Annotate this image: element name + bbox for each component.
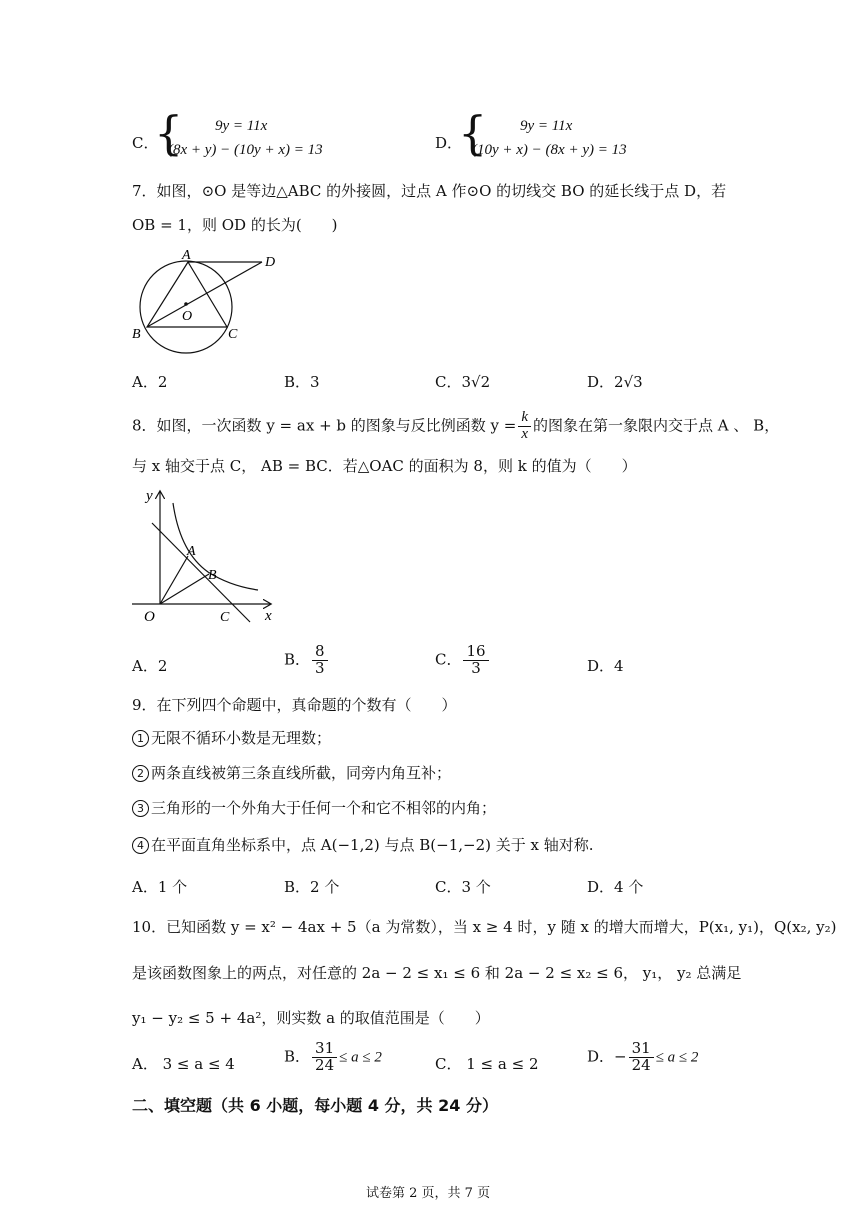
minus-sign: − bbox=[614, 1047, 627, 1066]
page-footer: 试卷第 2 页，共 7 页 bbox=[366, 1186, 491, 1201]
q9-item-4 bbox=[132, 834, 594, 855]
q6-option-c-eq1: 9y = 11x bbox=[215, 118, 268, 134]
frac-denominator: 3 bbox=[315, 658, 325, 677]
q7-option-a: A．2 bbox=[132, 373, 168, 391]
label-o: O bbox=[144, 609, 155, 625]
frac-numerator: 8 bbox=[312, 644, 328, 661]
q8-frac-k-over-x bbox=[518, 410, 531, 443]
q7-option-b: B．3 bbox=[284, 373, 320, 391]
q8-option-b bbox=[284, 644, 330, 677]
circle-symbol-icon: ⊙ bbox=[201, 182, 215, 200]
item-text: 两条直线被第三条直线所截，同旁内角互补； bbox=[151, 764, 452, 782]
q7-option-c: C．3√2 bbox=[435, 373, 491, 391]
q9-option-d: D．4 个 bbox=[587, 878, 644, 896]
axis-label-y: y bbox=[146, 488, 153, 504]
label-a: A bbox=[182, 248, 191, 263]
circle-symbol-icon: ⊙ bbox=[466, 182, 480, 200]
option-label: D． bbox=[587, 1047, 615, 1066]
q7-figure bbox=[128, 245, 288, 365]
frac-denominator: 24 bbox=[315, 1055, 335, 1074]
center-point bbox=[184, 302, 188, 306]
q8-number: 8． bbox=[132, 416, 157, 435]
axis-label-x: x bbox=[265, 608, 272, 624]
q6-option-d-eq2: (10y + x) − (8x + y) = 13 bbox=[472, 142, 627, 158]
label-o: O bbox=[182, 309, 193, 324]
q9-item-1 bbox=[132, 727, 331, 748]
frac-denominator: 24 bbox=[631, 1055, 651, 1074]
q9-option-c: C．3 个 bbox=[435, 878, 491, 896]
q8-figure bbox=[128, 487, 278, 627]
label-b: B bbox=[208, 568, 217, 583]
segment-ob bbox=[160, 574, 209, 604]
section-heading-fill-in: 二、填空题（共 6 小题，每小题 4 分，共 24 分） bbox=[132, 1096, 498, 1115]
label-a: A bbox=[187, 544, 196, 559]
q8-option-a: A．2 bbox=[132, 657, 168, 675]
inequality-tail: ≤ a ≤ 2 bbox=[655, 1049, 699, 1066]
linear-function-line bbox=[152, 523, 250, 622]
q8-text-b: 的图象在第一象限内交于点 A 、 B， bbox=[533, 416, 780, 435]
item-text: 三角形的一个外角大于任何一个和它不相邻的内角； bbox=[151, 799, 497, 817]
q9-item-2 bbox=[132, 762, 451, 783]
q8-stem-line2: 与 x 轴交于点 C， AB = BC．若△OAC 的面积为 8，则 k 的值为（ ） bbox=[132, 457, 637, 475]
q6-option-d-brace: { bbox=[458, 106, 488, 160]
q7-number: 7． bbox=[132, 182, 157, 200]
frac-16-3 bbox=[463, 644, 488, 677]
q10-option-b bbox=[284, 1041, 382, 1074]
frac-numerator: 16 bbox=[463, 644, 488, 661]
q9-option-a: A．1 个 bbox=[132, 878, 188, 896]
q6-option-d-label: D． bbox=[435, 134, 463, 152]
label-d: D bbox=[265, 255, 276, 270]
inequality-tail: ≤ a ≤ 2 bbox=[339, 1049, 382, 1066]
q7-text-a: 如图， bbox=[156, 182, 202, 200]
circumcircle bbox=[140, 261, 232, 353]
q8-text-a: 如图，一次函数 y = ax + b 的图象与反比例函数 y = bbox=[156, 416, 517, 435]
q7-stem-line2: OB = 1，则 OD 的长为( ) bbox=[132, 216, 338, 234]
line-bd bbox=[147, 262, 262, 327]
q7-option-d: D．2√3 bbox=[587, 373, 643, 391]
q10-option-d bbox=[587, 1041, 698, 1074]
frac-8-3 bbox=[312, 644, 328, 677]
circled-number: 3 bbox=[132, 800, 149, 817]
label-c: C bbox=[220, 610, 230, 625]
frac-denominator: x bbox=[521, 425, 529, 442]
q10-line3: y₁ − y₂ ≤ 5 + 4a²，则实数 a 的取值范围是（ ） bbox=[132, 1009, 490, 1027]
frac-numerator: 31 bbox=[629, 1041, 654, 1058]
item-text: 无限不循环小数是无理数； bbox=[151, 729, 332, 747]
option-label: B． bbox=[284, 650, 311, 669]
q6-option-d-eq1: 9y = 11x bbox=[520, 118, 573, 134]
option-label: C． bbox=[435, 650, 462, 669]
segment-oa bbox=[160, 556, 188, 604]
q8-option-d: D．4 bbox=[587, 657, 624, 675]
frac-numerator: k bbox=[518, 410, 531, 427]
q9-stem: 9．在下列四个命题中，真命题的个数有（ ） bbox=[132, 696, 457, 714]
label-b: B bbox=[132, 327, 141, 342]
item-text: 在平面直角坐标系中，点 A(−1,2) 与点 B(−1,−2) 关于 x 轴对称. bbox=[151, 836, 594, 854]
q10-line2: 是该函数图象上的两点，对任意的 2a − 2 ≤ x₁ ≤ 6 和 2a − 2 ≤ x₂ ≤ 6， y₁， y₂ 总满足 bbox=[132, 964, 742, 982]
q8-stem-line1 bbox=[132, 410, 779, 443]
q10-option-a: A． 3 ≤ a ≤ 4 bbox=[132, 1055, 235, 1073]
q7-text-c: O 的切线交 BO 的延长线于点 D，若 bbox=[479, 182, 727, 200]
q6-option-c-label: C． bbox=[132, 134, 159, 152]
label-c: C bbox=[228, 327, 238, 342]
option-label: B． bbox=[284, 1047, 311, 1066]
q10-line1: 10．已知函数 y = x² − 4ax + 5（a 为常数），当 x ≥ 4 时，y 随 x 的增大而增大，P(x₁, y₁)，Q(x₂, y₂) bbox=[132, 918, 837, 936]
q6-option-c-eq2: (8x + y) − (10y + x) = 13 bbox=[168, 142, 323, 158]
circled-number: 2 bbox=[132, 765, 149, 782]
circled-number: 1 bbox=[132, 730, 149, 747]
frac-31-24 bbox=[629, 1041, 654, 1074]
frac-denominator: 3 bbox=[471, 658, 481, 677]
q7-text-b: O 是等边△ABC 的外接圆，过点 A 作 bbox=[214, 182, 467, 200]
q6-option-c-brace: { bbox=[154, 106, 184, 160]
q10-option-c: C． 1 ≤ a ≤ 2 bbox=[435, 1055, 539, 1073]
frac-numerator: 31 bbox=[312, 1041, 337, 1058]
q9-option-b: B．2 个 bbox=[284, 878, 340, 896]
frac-31-24 bbox=[312, 1041, 337, 1074]
q7-stem-line1 bbox=[132, 180, 726, 201]
q8-option-c bbox=[435, 644, 491, 677]
q9-item-3 bbox=[132, 797, 496, 818]
circled-number: 4 bbox=[132, 837, 149, 854]
